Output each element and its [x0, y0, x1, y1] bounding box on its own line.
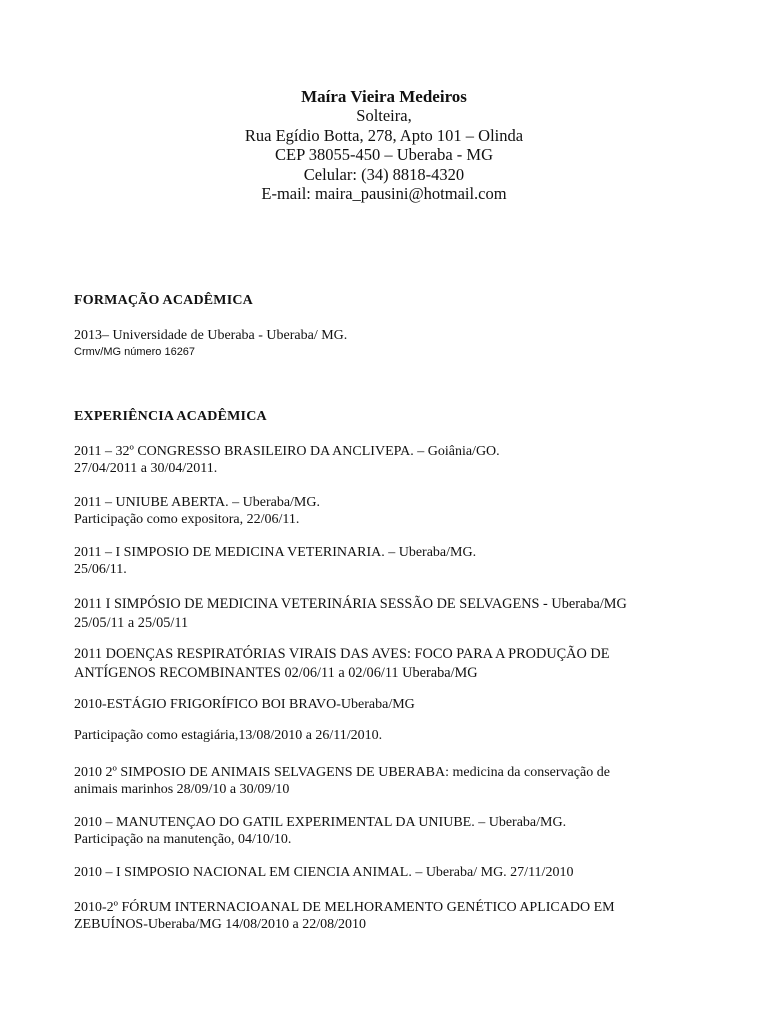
formacao-section-title: FORMAÇÃO ACADÊMICA [74, 293, 253, 308]
candidate-name: Maíra Vieira Medeiros [301, 87, 467, 106]
entry-line: 2010 – I SIMPOSIO NACIONAL EM CIENCIA ANIMAL. – Uberaba/ MG. 27/11/2010 [74, 865, 574, 880]
experiencia-section-title: EXPERIÊNCIA ACADÊMICA [74, 409, 267, 424]
experience-entry [74, 864, 714, 881]
experience-entry [74, 595, 714, 632]
entry-line: 25/05/11 a 25/05/11 [74, 614, 189, 631]
entry-line: 2011 – I SIMPOSIO DE MEDICINA VETERINARIA. – Uberaba/MG. [74, 545, 477, 560]
phone-line: Celular: (34) 8818-4320 [303, 164, 465, 184]
entry-line: 2011 – 32º CONGRESSO BRASILEIRO DA ANCLIVEPA. – Goiânia/GO. [74, 444, 500, 459]
entry-line: 2011 – UNIUBE ABERTA. – Uberaba/MG. [74, 495, 320, 510]
entry-line: 2010 2º SIMPOSIO DE ANIMAIS SELVAGENS DE UBERABA: medicina da conservação de [74, 765, 610, 780]
experience-entry [74, 443, 714, 477]
resume-header [0, 87, 768, 203]
entry-line: Participação na manutenção, 04/10/10. [74, 832, 292, 847]
experience-entry [74, 727, 714, 744]
entry-line: 2010-2º FÓRUM INTERNACIOANAL DE MELHORAMENTO GENÉTICO APLICADO EM [74, 900, 615, 915]
experience-entry [74, 696, 714, 713]
experience-entry [74, 764, 714, 798]
entry-line: 25/06/11. [74, 562, 127, 577]
entry-line: 2011 I SIMPÓSIO DE MEDICINA VETERINÁRIA SESSÃO DE SELVAGENS - Uberaba/MG [74, 596, 627, 612]
entry-line: ANTÍGENOS RECOMBINANTES 02/06/11 a 02/06/11 Uberaba/MG [74, 664, 478, 681]
crmv-line: Crmv/MG número 16267 [74, 346, 196, 358]
experience-entry [74, 814, 714, 848]
entry-line: ZEBUÍNOS-Uberaba/MG 14/08/2010 a 22/08/2010 [74, 917, 367, 932]
email-line: E-mail: maira_pausini@hotmail.com [261, 184, 507, 204]
experience-entry [74, 899, 714, 933]
experience-entry [74, 494, 714, 528]
entry-line: 27/04/2011 a 30/04/2011. [74, 461, 218, 476]
entry-line: 2010-ESTÁGIO FRIGORÍFICO BOI BRAVO-Uberaba/MG [74, 697, 415, 712]
formacao-entry [74, 327, 714, 344]
entry-line: 2010 – MANUTENÇAO DO GATIL EXPERIMENTAL DA UNIUBE. – Uberaba/MG. [74, 815, 567, 830]
experience-entry [74, 645, 714, 682]
experience-entry [74, 544, 714, 578]
postal-code-line: CEP 38055-450 – Uberaba - MG [275, 145, 493, 165]
entry-line: 2011 DOENÇAS RESPIRATÓRIAS VIRAIS DAS AVES: FOCO PARA A PRODUÇÃO DE [74, 646, 610, 662]
formacao-line: 2013– Universidade de Uberaba - Uberaba/ MG. [74, 328, 348, 343]
entry-line: Participação como expositora, 22/06/11. [74, 512, 300, 527]
entry-line: animais marinhos 28/09/10 a 30/09/10 [74, 782, 290, 797]
crmv-entry [74, 346, 714, 359]
address-line: Rua Egídio Botta, 278, Apto 101 – Olinda [244, 125, 524, 145]
marital-status: Solteira, [356, 106, 412, 126]
entry-line: Participação como estagiária,13/08/2010 a 26/11/2010. [74, 728, 383, 743]
